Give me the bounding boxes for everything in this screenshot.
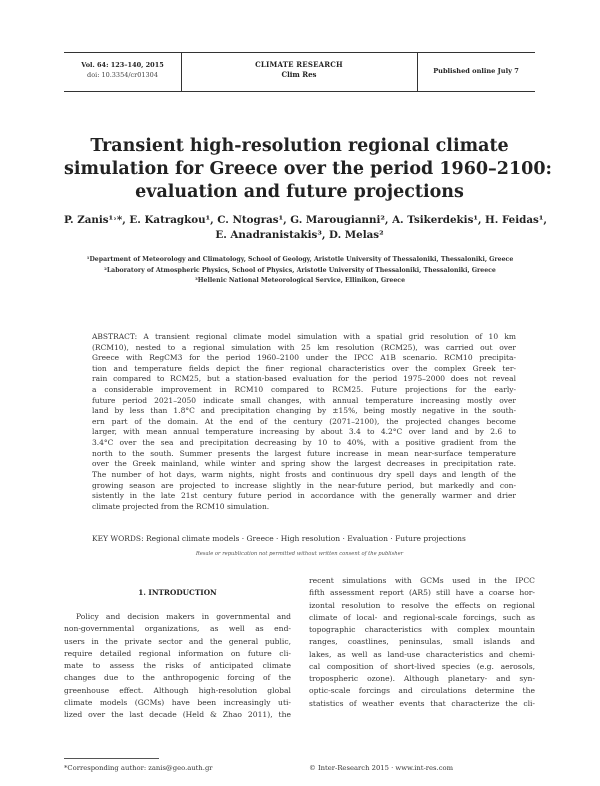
abstract-line: (RCM10), nested to a regional simulation with 25 km resolution (RCM25), was carried out over [92, 342, 516, 352]
abstract-line: north to the south. Summer presents the largest future increase in mean near-surface temperature [92, 448, 516, 458]
body-line: climate of local- and regional-scale forcings, such as [309, 612, 535, 622]
resale-notice [64, 551, 535, 557]
body-line: greenhouse effect. Although high-resolution global [64, 685, 291, 695]
abstract-line: tion and temperature fields depict the finer regional characteristics over the complex Greek ter- [92, 363, 516, 373]
body-line: statistics of weather events that characterize the cli- [309, 698, 535, 708]
journal-title: CLIMATE RESEARCH [255, 60, 343, 69]
affiliations [40, 255, 560, 287]
abstract-line: land by less than 1.8°C and precipitation changing by ±15%, being mostly negative in the south- [92, 406, 516, 416]
body-line: users in the private sector and the general public, [64, 636, 291, 646]
body-line: Policy and decision makers in governmental and [76, 612, 291, 621]
abstract-line: future period 2021–2050 indicate small changes, with annual temperature increasing mostly over [92, 395, 516, 405]
abstract-line: a considerable improvement in RCM10 compared to RCM25. Future projections for the early- [92, 385, 516, 395]
body-line: fifth assessment report (AR5) still have a coarse hor- [309, 588, 535, 598]
authors-line: E. Anadranistakis³, D. Melas² [215, 229, 384, 241]
title-line: Transient high-resolution regional climate [90, 136, 509, 156]
affiliation: ²Laboratory of Atmospheric Physics, School of Physics, Aristotle University of Thessaloniki, Thessaloniki, Greece [104, 266, 496, 274]
body-line: lized over the last decade (Held & Zhao 2011), the [64, 710, 291, 719]
footnote: *Corresponding author: zanis@geo.auth.gr [64, 764, 213, 772]
paper-title [64, 135, 552, 204]
abstract-line: ABSTRACT: A transient regional climate model simulation with a spatial grid resolution of 10 km [92, 332, 516, 341]
body-line: recent simulations with GCMs used in the IPCC [309, 576, 535, 585]
abstract-line: climate projected from the RCM10 simulation. [92, 501, 270, 511]
affiliation: ³Hellenic National Meteorological Service, Ellinikon, Greece [194, 277, 406, 284]
journal-header [64, 52, 535, 92]
doi-label: doi: 10.3354/cr01304 [87, 71, 158, 79]
left-column [64, 611, 291, 721]
affiliation: ¹Department of Meteorology and Climatology, School of Geology, Aristotle University of Thessaloniki, Thessaloniki, Greece [86, 256, 514, 263]
title-line: simulation for Greece over the period 1960–2100: [64, 159, 552, 179]
abstract-line: rain compared to RCM25, but a station-based evaluation for the period 1975–2000 does not reveal [92, 374, 516, 384]
publication-date [417, 53, 535, 91]
abstract [92, 332, 516, 512]
body-line: optic-scale forcings and circulations determine the [309, 686, 535, 696]
title-line: evaluation and future projections [135, 182, 464, 202]
abstract-line: larger, with mean annual temperature increasing by about 3.4 to 4.2°C over land and by 2.6 to [92, 427, 516, 437]
body-line: non-governmental organizations, as well as end- [64, 624, 291, 634]
author-list [64, 213, 547, 243]
body-line: tropospheric ozone). Although planetary- and syn- [309, 674, 535, 683]
body-line: topographic characteristics with complex mountain [309, 625, 535, 634]
authors-line: P. Zanis¹˒*, E. Katragkou¹, C. Ntogras¹, G. Marougianni², A. Tsikerdekis¹, H. Feidas¹, [64, 214, 547, 226]
body-line: changes due to the anthropogenic forcing of the [64, 673, 291, 683]
body-line: lakes, as well as land-use characteristics and chemi- [309, 649, 535, 659]
abstract-line: sistently in the late 21st century future period in accordance with the generally warmer and drier [92, 491, 516, 501]
abstract-line: ern part of the domain. At the end of the century (2071–2100), the projected changes become [92, 416, 516, 426]
footnote-divider [64, 758, 159, 759]
abstract-line: growing season are projected to increase slightly in the near-future period, but markedly and con- [92, 480, 516, 490]
body-line: izontal resolution to resolve the effects on regional [309, 600, 535, 610]
published-label: Published online July 7 [433, 67, 519, 75]
abstract-line: over the Greek mainland, while winter and spring show the largest decreases in precipitation rate. [92, 459, 516, 469]
journal-name [181, 53, 418, 91]
body-line: climate models (GCMs) have been increasingly uti- [64, 697, 291, 707]
volume-info [64, 53, 182, 91]
abstract-line: 3.4°C over the sea and precipitation decreasing by 10 to 40%, with a positive gradient from the [92, 438, 516, 448]
copyright: © Inter-Research 2015 · www.int-res.com [309, 764, 454, 772]
abstract-line: The number of hot days, warm nights, night frosts and continuous dry spell days and length of the [92, 469, 516, 479]
volume-label: Vol. 64: 123–140, 2015 [81, 61, 164, 69]
keywords: KEY WORDS: Regional climate models · Greece · High resolution · Evaluation · Future projections [92, 534, 466, 543]
resale-text: Resale or republication not permitted without written consent of the publisher [190, 551, 409, 557]
section-heading: 1. INTRODUCTION [138, 588, 217, 597]
journal-short-title: Clim Res [281, 70, 317, 79]
right-column [309, 575, 535, 710]
body-line: mate to assess the risks of anticipated climate [64, 661, 291, 670]
body-line: ranges, coastlines, peninsulas, small islands and [309, 637, 535, 647]
body-line: cal composition of short-lived species (e.g. aerosols, [309, 661, 535, 671]
abstract-line: Greece with RegCM3 for the period 1960–2100 under the IPCC A1B scenario. RCM10 precipita- [92, 353, 516, 363]
body-line: require detailed regional information on future cli- [64, 648, 291, 658]
